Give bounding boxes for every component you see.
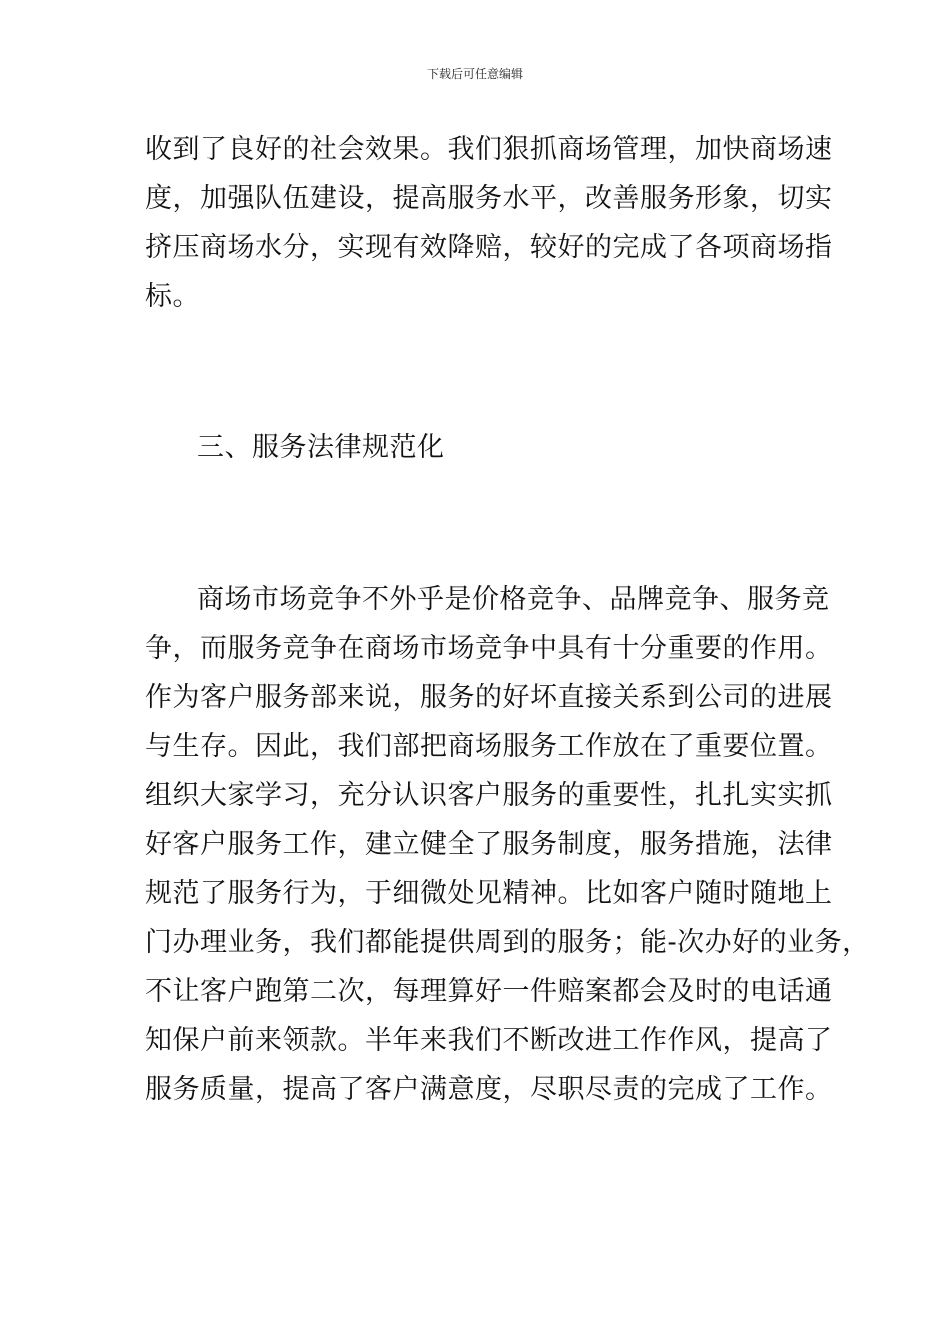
paragraph-2-line-4: 与生存。因此，我们部把商场服务工作放在了重要位置。 [145, 731, 833, 762]
paragraph-2-line-3: 作为客户服务部来说，服务的好坏直接关系到公司的进展 [145, 682, 833, 713]
paragraph-2-line-5: 组织大家学习，充分认识客户服务的重要性，扎扎实实抓 [145, 780, 833, 811]
paragraph-2-line-11: 服务质量，提高了客户满意度，尽职尽责的完成了工作。 [145, 1074, 833, 1105]
paragraph-2-line-8: 门办理业务，我们都能提供周到的服务；能-次办好的业务， [145, 927, 870, 958]
section-heading: 三、服务法律规范化 [197, 432, 445, 463]
paragraph-2-line-6: 好客户服务工作，建立健全了服务制度，服务措施，法律 [145, 829, 833, 860]
paragraph-2-line-7: 规范了服务行为，于细微处见精神。比如客户随时随地上 [145, 878, 833, 909]
paragraph-1-line-4: 标。 [145, 281, 200, 312]
paragraph-1-line-3: 挤压商场水分，实现有效降赔，较好的完成了各项商场指 [145, 232, 833, 263]
paragraph-1-line-2: 度，加强队伍建设，提高服务水平，改善服务形象，切实 [145, 183, 833, 214]
paragraph-2-line-2: 争，而服务竞争在商场市场竞争中具有十分重要的作用。 [145, 633, 833, 664]
paragraph-1-line-1: 收到了良好的社会效果。我们狠抓商场管理，加快商场速 [145, 134, 833, 165]
paragraph-2-line-1: 商场市场竞争不外乎是价格竞争、品牌竞争、服务竞 [197, 584, 830, 615]
paragraph-2-line-9: 不让客户跑第二次，每理算好一件赔案都会及时的电话通 [145, 976, 833, 1007]
header-note: 下载后可任意编辑 [426, 67, 523, 81]
paragraph-2-line-10: 知保户前来领款。半年来我们不断改进工作作风，提高了 [145, 1025, 833, 1056]
